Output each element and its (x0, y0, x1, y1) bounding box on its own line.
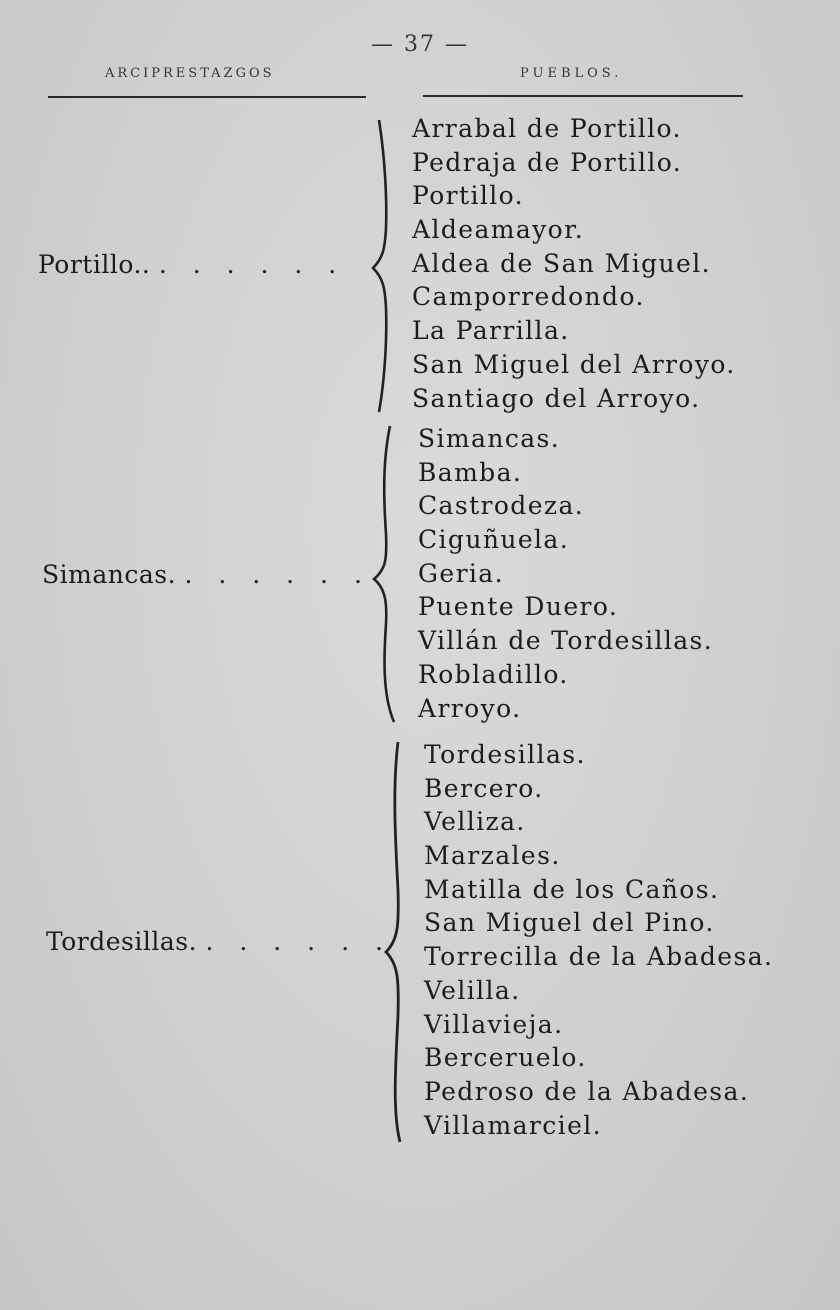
curly-brace-icon (365, 118, 395, 414)
header-rule-left (48, 96, 366, 98)
town-item: Pedroso de la Abadesa. (424, 1076, 750, 1106)
curly-brace-icon (366, 424, 396, 724)
town-list (418, 422, 713, 725)
town-item: Castrodeza. (418, 491, 585, 521)
column-header-archpriestships: ARCIPRESTAZGOS (105, 66, 275, 81)
town-item: Berceruelo. (424, 1043, 587, 1073)
town-item: Bamba. (418, 457, 523, 487)
town-item: Villavieja. (424, 1009, 564, 1039)
town-list (412, 112, 736, 415)
town-item: Camporredondo. (412, 282, 645, 312)
town-item: Aldeamayor. (412, 215, 585, 245)
town-item: San Miguel del Arroyo. (412, 349, 736, 379)
page-number: — 37 — (371, 32, 469, 57)
archpriestship-name: Simancas. . . . . . . (42, 560, 371, 589)
town-list (424, 738, 773, 1142)
town-item: Velliza. (424, 807, 526, 837)
town-item: Ciguñuela. (418, 525, 570, 555)
town-item: Bercero. (424, 773, 544, 803)
town-item: Matilla de los Caños. (424, 874, 720, 904)
column-header-towns: PUEBLOS. (520, 66, 623, 81)
town-item: Santiago del Arroyo. (412, 383, 701, 413)
town-item: Simancas. (418, 424, 561, 453)
town-item: La Parrilla. (412, 316, 570, 346)
town-item: Marzales. (424, 841, 561, 871)
archpriestship-name: Portillo.. . . . . . . (38, 250, 346, 279)
town-item: San Miguel del Pino. (424, 908, 715, 938)
town-item: Tordesillas. (424, 740, 586, 769)
archpriestship-name: Tordesillas. . . . . . . (46, 927, 392, 956)
town-item: Portillo. (412, 181, 525, 211)
header-rule-right (423, 95, 743, 97)
town-item: Villán de Tordesillas. (418, 626, 714, 656)
town-item: Pedraja de Portillo. (412, 147, 683, 177)
town-item: Arrabal de Portillo. (412, 114, 682, 143)
town-item: Robladillo. (418, 659, 569, 689)
town-item: Villamarciel. (424, 1110, 603, 1140)
town-item: Geria. (418, 558, 504, 588)
town-item: Puente Duero. (418, 592, 619, 622)
town-item: Aldea de San Miguel. (412, 248, 711, 278)
curly-brace-icon (378, 740, 408, 1144)
town-item: Arroyo. (418, 693, 522, 723)
town-item: Velilla. (424, 975, 521, 1005)
town-item: Torrecilla de la Abadesa. (424, 942, 774, 972)
